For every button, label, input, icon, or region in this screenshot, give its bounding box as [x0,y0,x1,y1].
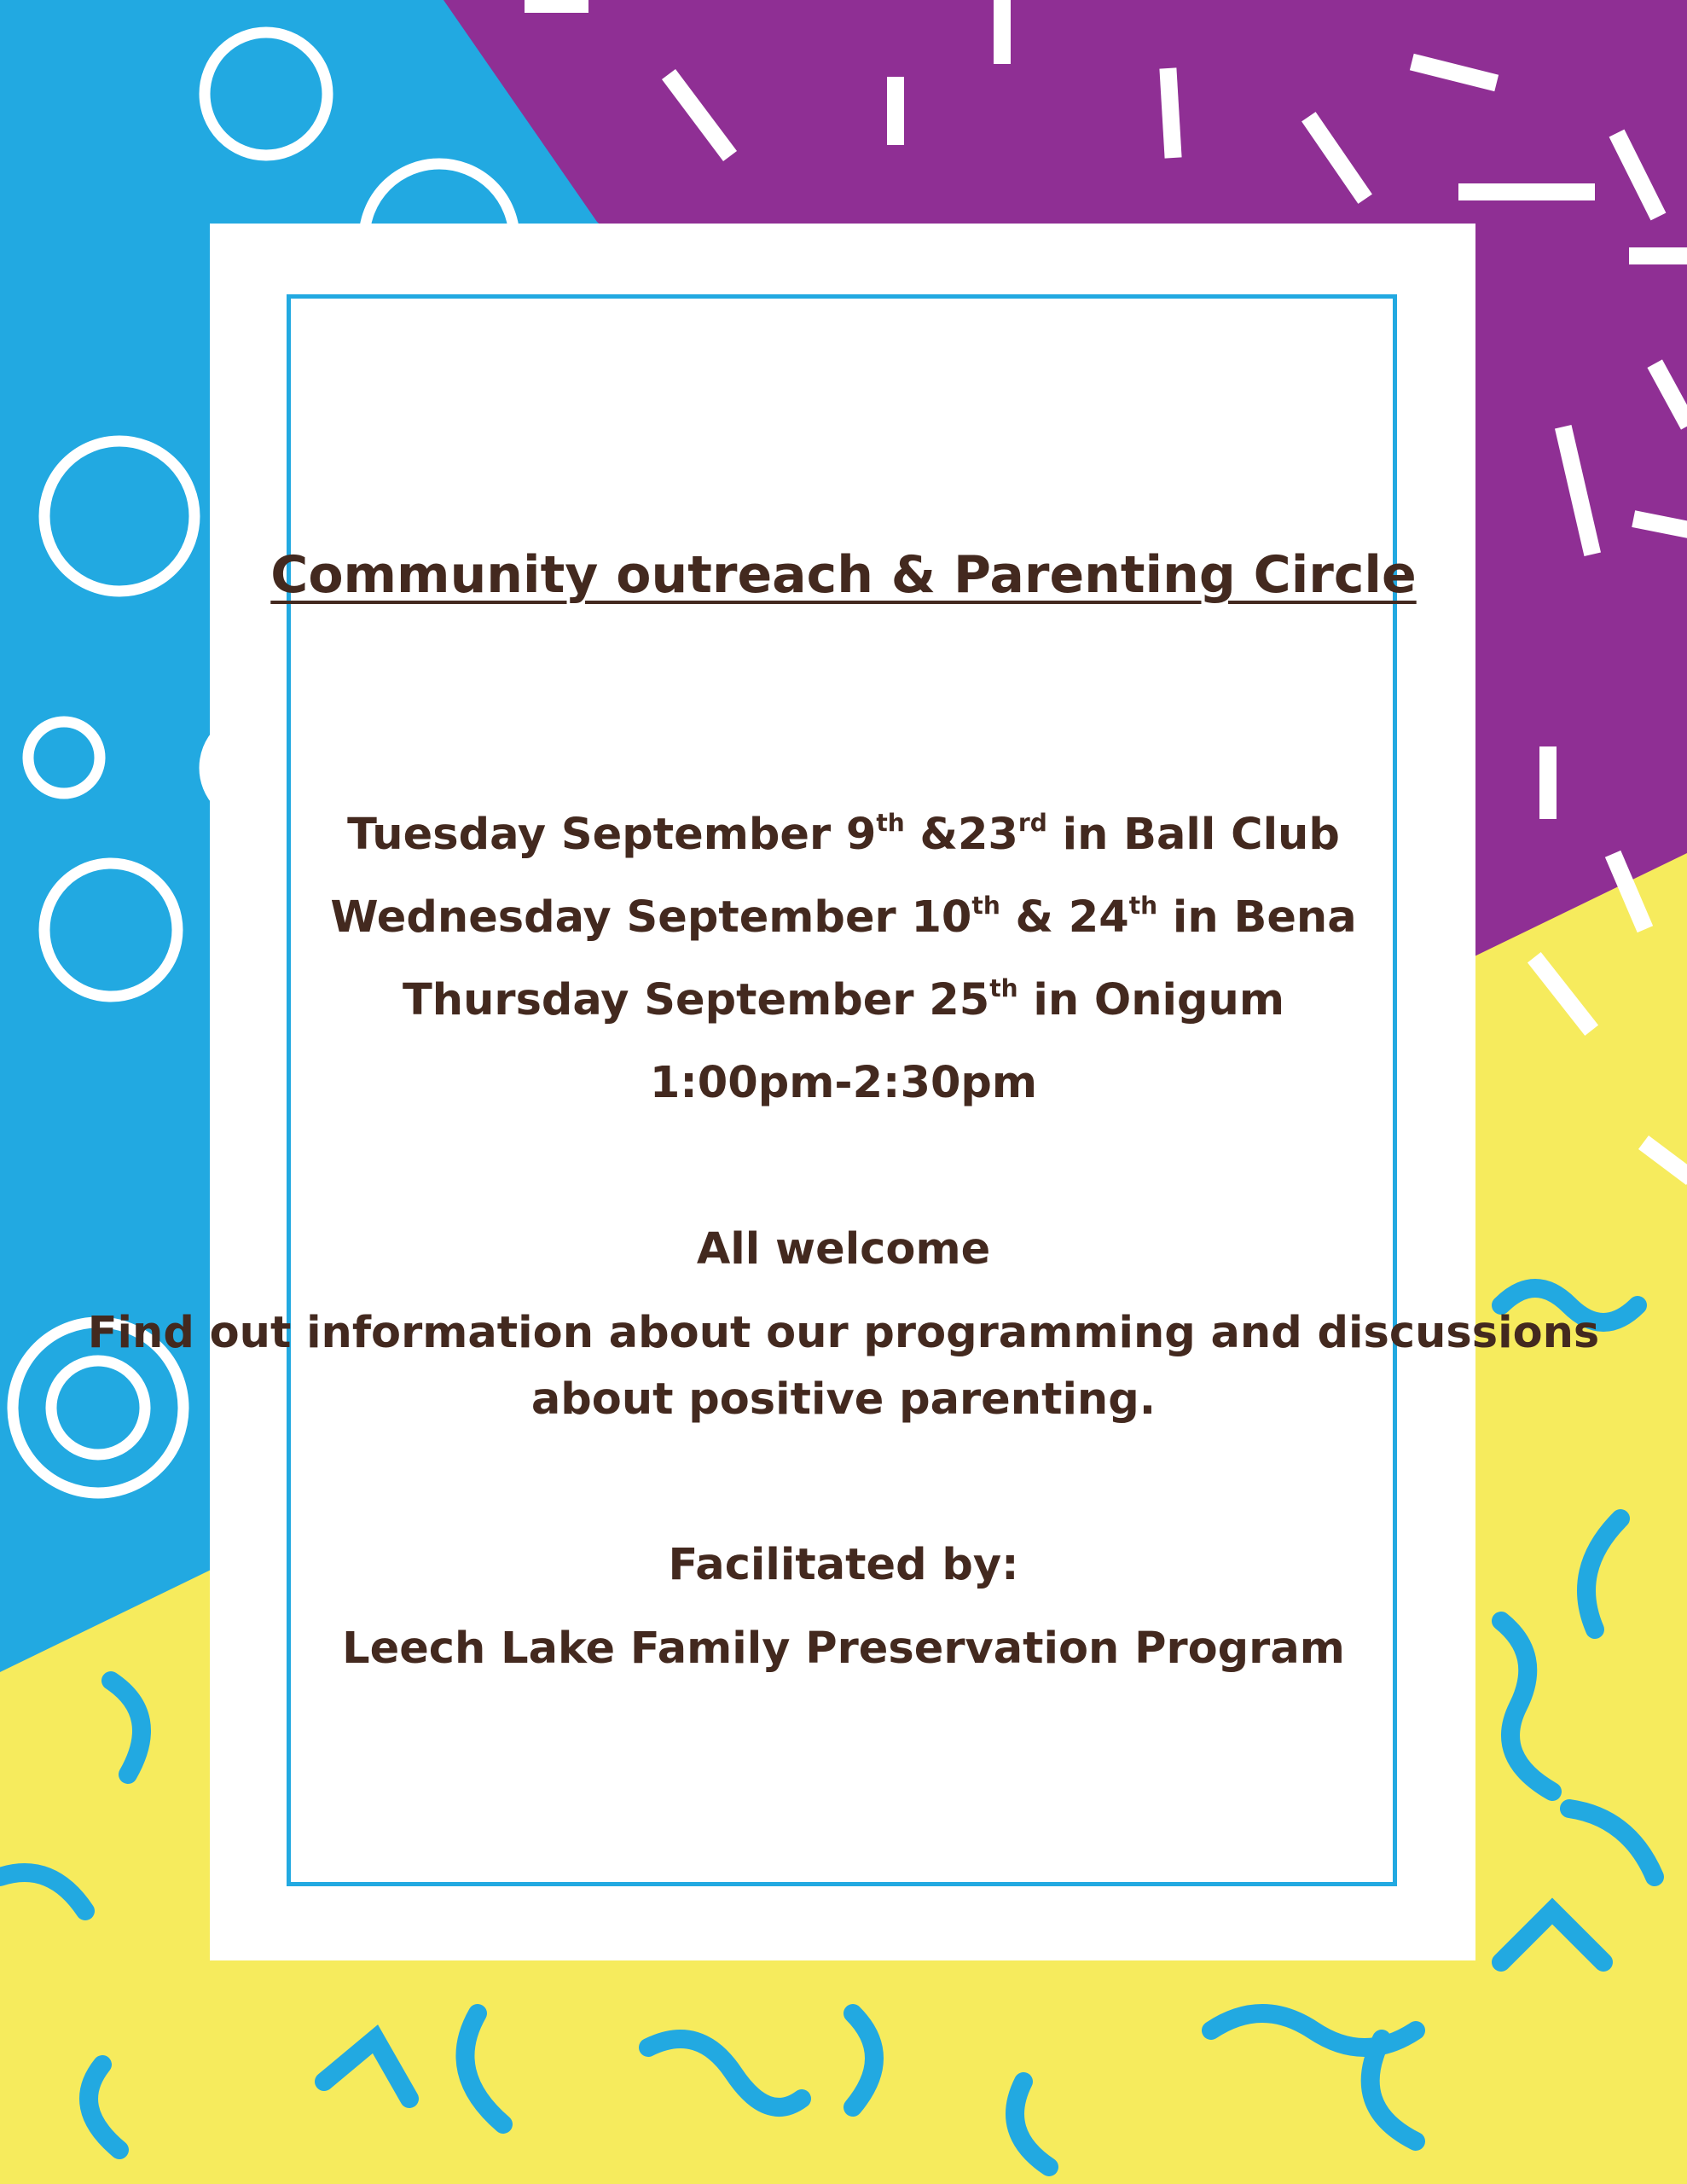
schedule-day: Thursday September 25 [403,975,990,1025]
ordinal-suffix: th [1128,891,1158,920]
schedule-line [0,893,1687,944]
schedule-location: in Bena [1157,892,1357,943]
facilitated-by-label: Facilitated by: [668,1540,1019,1590]
info-text-line-2: about positive parenting. [530,1374,1157,1425]
schedule-line [0,973,1687,1026]
ordinal-suffix: th [989,973,1018,1002]
schedule-day: Wednesday September 10 [330,892,972,943]
schedule-location: in Ball Club [1046,810,1340,860]
ordinal-suffix: th [876,808,905,837]
facilitator-name: Leech Lake Family Preservation Program [342,1623,1345,1674]
decorative-dash [1642,520,1684,529]
schedule-second-date: & 24 [1000,892,1129,943]
schedule-time: 1:00pm-2:30pm [649,1058,1038,1108]
decorative-dash [1168,77,1173,149]
welcome-text: All welcome [696,1224,991,1275]
flyer-title: Community outreach & Parenting Circle [270,545,1417,605]
ordinal-suffix: th [971,891,1000,920]
info-text-line-1: Find out information about our programming and discussions [87,1308,1600,1358]
ordinal-suffix: rd [1017,808,1047,837]
schedule-day: Tuesday September 9 [347,810,877,860]
schedule-second-date: &23 [904,810,1018,860]
schedule-line [0,810,1687,861]
schedule-location: in Onigum [1017,975,1284,1025]
